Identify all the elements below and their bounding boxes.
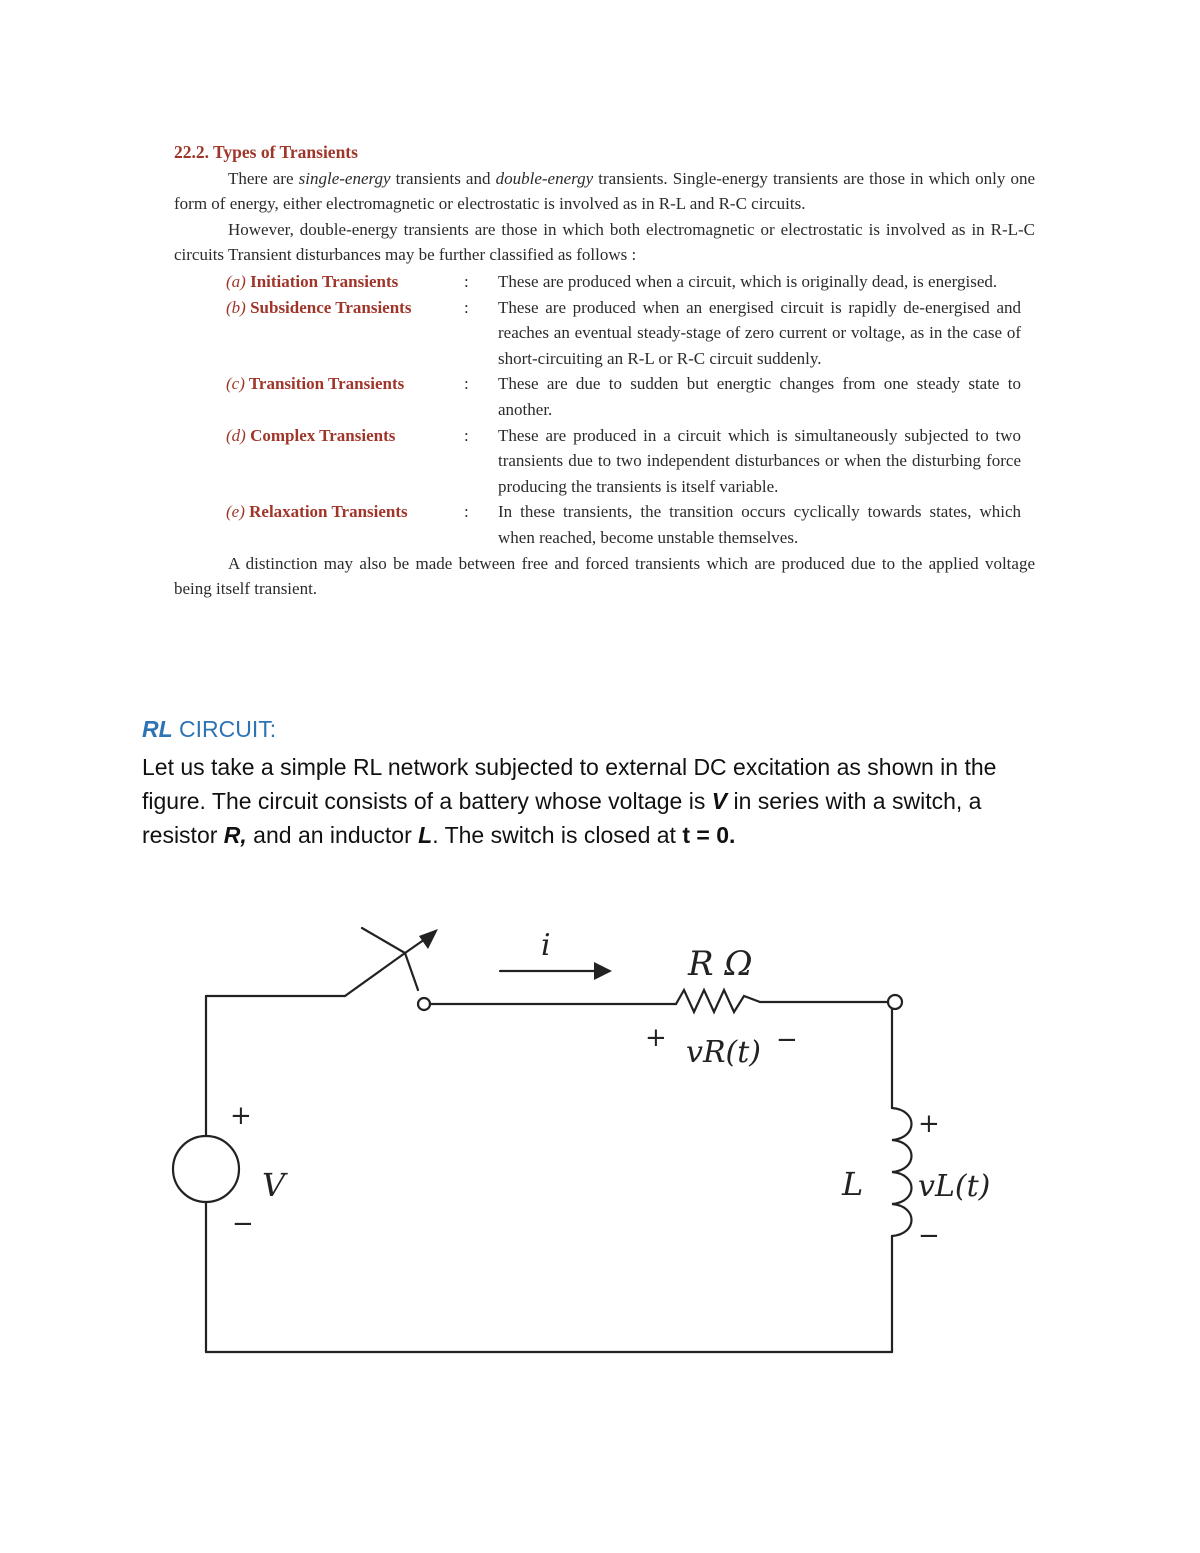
text-run: Let us take a simple RL network subjected to external DC excitation as shown in the figure. The circuit consists of a battery whose voltage is — [142, 754, 997, 814]
item-description: In these transients, the transition occurs cyclically towards states, which when reached, become unstable themselves. — [498, 502, 1021, 547]
symbol-l: L — [418, 822, 433, 848]
source-label: V — [262, 1166, 286, 1204]
item-title: Relaxation Transients — [249, 502, 408, 522]
emphasis-single-energy: single-energy — [298, 168, 391, 188]
output-terminal — [888, 995, 902, 1009]
item-description: These are produced in a circuit which is simultaneously subjected to two transients due to two independent disturbances or when the disturbing force producing the transients is itself variable. — [498, 425, 1021, 496]
item-letter: (a) — [226, 271, 246, 291]
resistor-zigzag — [676, 990, 760, 1012]
heading-italic: RL — [142, 716, 173, 742]
inductor-label: L — [842, 1165, 864, 1203]
vr-plus: + — [645, 1023, 667, 1053]
item-colon: : — [464, 502, 469, 522]
item-colon: : — [464, 271, 469, 291]
current-label: i — [541, 928, 551, 963]
text-run: transients and — [390, 168, 496, 188]
current-arrowhead — [594, 962, 612, 980]
inductor-coil — [892, 1108, 912, 1236]
vl-minus: − — [918, 1221, 940, 1251]
item-letter: (d) — [226, 425, 246, 445]
item-letter: (b) — [226, 297, 246, 317]
symbol-r: R, — [223, 822, 247, 848]
switch-contact — [418, 998, 430, 1010]
emphasis-double-energy: double-energy — [495, 168, 594, 188]
switch-arrowhead — [419, 929, 438, 949]
switch-blade — [345, 953, 405, 996]
source-plus: + — [230, 1101, 252, 1131]
vl-plus: + — [918, 1109, 940, 1139]
symbol-v: V — [711, 788, 728, 814]
paragraph-distinction: A distinction may also be made between free and forced transients which are produced due to the applied voltage being itself transient. — [174, 553, 1035, 599]
item-description: These are produced when an energised circuit is rapidly de-energised and reaches an eventual steady-stage of zero current or voltage, as in the case of short-circuiting an R-L or R-C circuit suddenly. — [498, 297, 1021, 368]
text-run: in series with a switch, a resistor — [142, 788, 982, 848]
item-title: Subsidence Transients — [250, 297, 412, 317]
resistor-label: R Ω — [688, 944, 753, 984]
item-letter: (e) — [226, 502, 245, 522]
item-title: Complex Transients — [250, 425, 396, 445]
item-colon: : — [464, 374, 469, 394]
paragraph-double-energy: However, double-energy transients are those in which both electromagnetic or electrostatic is involved as in R-L-C circuits Transient disturbances may be further classified as follows : — [174, 219, 1035, 265]
item-title: Initiation Transients — [250, 271, 399, 291]
item-title: Transition Transients — [248, 374, 405, 394]
item-colon: : — [464, 425, 469, 445]
text-run: and an inductor — [246, 822, 419, 848]
item-colon: : — [464, 297, 469, 317]
heading-rest: CIRCUIT: — [172, 716, 277, 742]
vl-label: vL(t) — [918, 1169, 991, 1204]
symbol-t: t = 0. — [682, 822, 736, 848]
item-letter: (c) — [226, 374, 245, 394]
text-run: There are — [228, 168, 299, 188]
source-minus: − — [232, 1209, 254, 1239]
text-run: transients. Single-energy transients are those in which only one form of energy, either electromagnetic or electrostatic is involved as in R-L and R-C circuits. — [174, 168, 1036, 214]
switch-lever — [362, 928, 418, 990]
voltage-source — [173, 1136, 239, 1202]
section-title: 22.2. Types of Transients — [174, 142, 358, 162]
text-run: . The switch is closed at — [432, 822, 683, 848]
item-description: These are produced when a circuit, which is originally dead, is energised. — [498, 271, 998, 291]
item-description: These are due to sudden but energtic changes from one steady state to another. — [498, 374, 1021, 419]
vr-minus: − — [776, 1025, 798, 1055]
vr-label: vR(t) — [686, 1035, 761, 1070]
